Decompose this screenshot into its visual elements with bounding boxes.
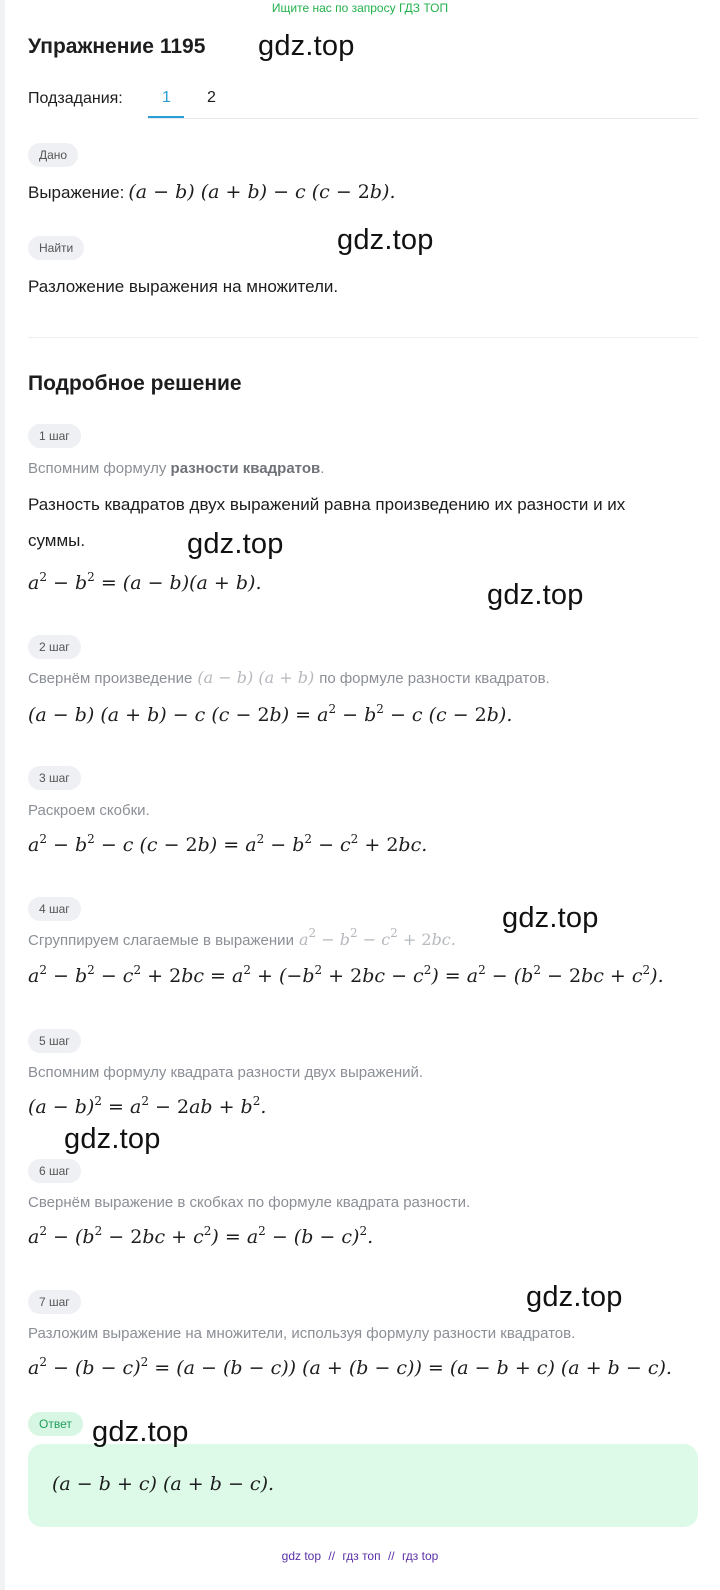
find-text: Разложение выражения на множители. (28, 277, 339, 296)
given-expression (28, 181, 396, 205)
tabs-divider (148, 118, 698, 119)
footer-link-gdz-top[interactable]: gdz top (281, 1549, 322, 1563)
step-4-hint: Сгруппируем слагаемые в выражении $a^2 - b^2 - c^2 + 2bc$. (28, 926, 456, 949)
tab-subtask-2[interactable]: 2 (207, 89, 216, 106)
page-title: Упражнение 1195 (28, 35, 206, 58)
step-2-hint: Свернём произведение (a − b) (a + b) по формуле разности квадратов. (28, 668, 550, 687)
watermark: gdz.top (92, 1416, 189, 1448)
step-1-body-line-2: суммы. (28, 531, 86, 550)
given-formula: (a − b) (a + b) − c (c − 2b). (128, 181, 396, 203)
step-1-body-line-1: Разность квадратов двух выражений равна произведению их разности и их (28, 495, 626, 514)
step-6-badge: 6 шаг (28, 1159, 81, 1183)
footer-separator: // (387, 1549, 395, 1563)
step-2-formula: (a − b) (a + b) − c $(c - 2b) = a^2 - b^2 - c$ (c − 2b). (28, 702, 513, 726)
step-1-formula: $a^2 - b^2 = (a - b)(a + b)$. (28, 570, 262, 594)
step-3-badge: 3 шаг (28, 766, 81, 790)
solution-title: Подробное решение (28, 372, 242, 395)
active-tab-indicator (148, 116, 184, 118)
step-2-badge: 2 шаг (28, 635, 81, 659)
footer-link-gdz-top-ru[interactable]: гдз топ (342, 1549, 381, 1563)
step-3-hint: Раскроем скобки. (28, 802, 150, 819)
step-5-hint: Вспомним формулу квадрата разности двух выражений. (28, 1064, 424, 1081)
section-divider (28, 337, 698, 338)
watermark: gdz.top (64, 1123, 161, 1155)
watermark: gdz.top (187, 528, 284, 560)
given-label: Выражение: (28, 183, 125, 202)
answer-formula: (a − b + c) (a + b − c). (52, 1473, 275, 1495)
step-4-badge: 4 шаг (28, 897, 81, 921)
subtasks-label: Подзадания: (28, 90, 123, 107)
step-7-badge: 7 шаг (28, 1290, 81, 1314)
step-1-hint: Вспомним формулу разности квадратов. (28, 460, 325, 477)
left-edge-rule (0, 0, 5, 1590)
watermark: gdz.top (258, 30, 355, 62)
step-6-hint: Свернём выражение в скобках по формуле квадрата разности. (28, 1194, 471, 1211)
step-4-formula: $a^2 - b^2 - c^2 + 2bc = a^2 + (-b^2 + 2bc - c^2) = a^2 - (b^2 - 2bc + c^2)$. (28, 963, 664, 987)
given-badge: Дано (28, 143, 78, 167)
step-7-formula: $a^2 - (b - c)^2 = (a - (b - c)) (a + (b - c)) = (a - b + c) (a + b - c)$. (28, 1355, 672, 1379)
find-badge: Найти (28, 236, 84, 260)
top-banner[interactable]: Ищите нас по запросу ГДЗ ТОП (271, 1, 449, 15)
step-1-badge: 1 шаг (28, 424, 81, 448)
step-7-hint: Разложим выражение на множители, используя формулу разности квадратов. (28, 1325, 576, 1342)
watermark: gdz.top (337, 224, 434, 256)
watermark: gdz.top (526, 1281, 623, 1313)
step-2-hint-formula: (a − b) (a + b) (197, 668, 315, 687)
step-5-formula: $(a - b)^2 = a^2 - 2ab + b^2$. (28, 1094, 267, 1118)
tab-subtask-1[interactable]: 1 (162, 89, 171, 106)
step-5-badge: 5 шаг (28, 1029, 81, 1053)
footer-separator: // (328, 1549, 336, 1563)
watermark: gdz.top (502, 902, 599, 934)
answer-badge: Ответ (28, 1412, 83, 1436)
step-6-formula: $a^2 - (b^2 - 2bc + c^2) = a^2 - (b - c)^2$. (28, 1224, 374, 1248)
watermark: gdz.top (487, 579, 584, 611)
footer-links (0, 1549, 720, 1563)
footer-link-gdz-top-mixed[interactable]: гдз top (401, 1549, 439, 1563)
step-4-hint-formula: $a^2 - b^2 - c^2 + 2bc$. (298, 926, 456, 949)
step-3-formula: $a^2 - b^2 - c$ $(c - 2b) = a^2 - b^2 - c^2 + 2bc$. (28, 832, 428, 856)
